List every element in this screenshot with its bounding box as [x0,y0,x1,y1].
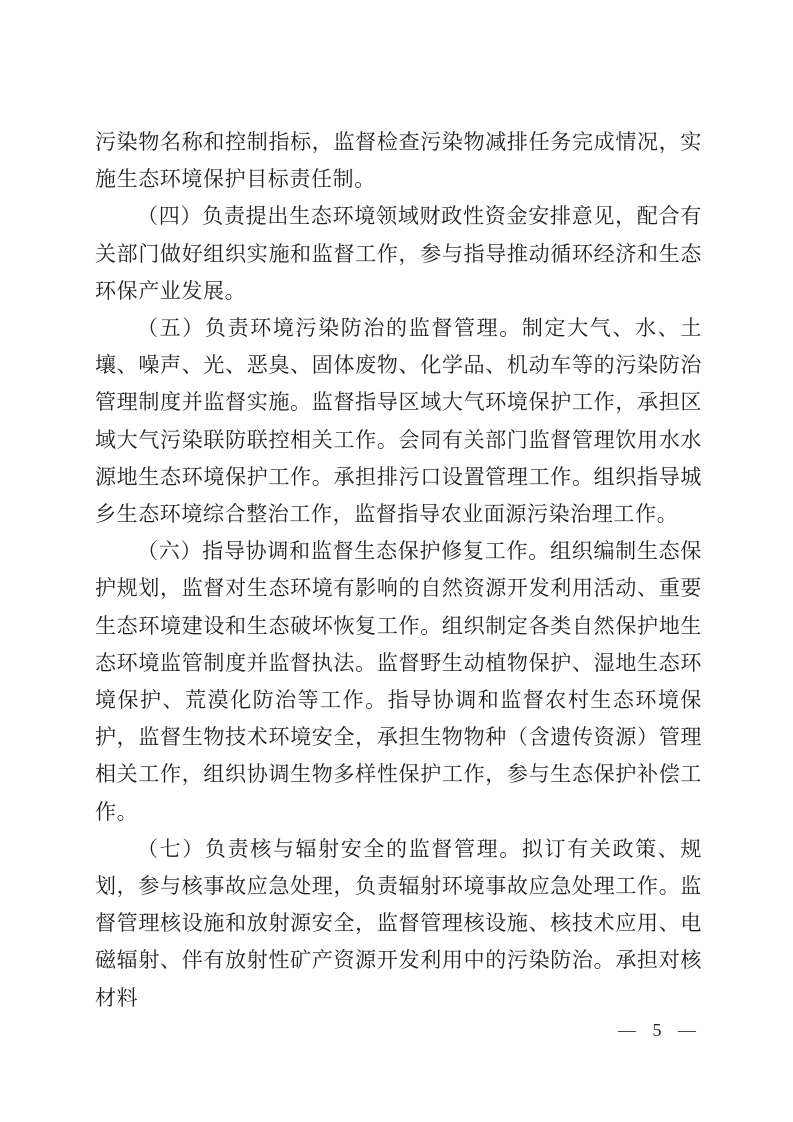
page-footer [618,1020,702,1041]
document-body [95,124,702,1017]
paragraph-item-five: （五）负责环境污染防治的监督管理。制定大气、水、土壤、噪声、光、恶臭、固体废物、化学品、机动车等的污染防治管理制度并监督实施。监督指导区域大气环境保护工作，承担区域大气污染联防联控相关工作。会同有关部门监督管理饮用水水源地生态环境保护工作。承担排污口设置管理工作。组织指导城乡生态环境综合整治工作，监督指导农业面源污染治理工作。 [95,316,702,527]
paragraph-item-six: （六）指导协调和监督生态保护修复工作。组织编制生态保护规划，监督对生态环境有影响的自然资源开发利用活动、重要生态环境建设和生态破坏恢复工作。组织制定各类自然保护地生态环境监管制度并监督执法。监督野生动植物保护、湿地生态环境保护、荒漠化防治等工作。指导协调和监督农村生态环境保护，监督生物技术环境安全，承担生物物种（含遗传资源）管理相关工作，组织协调生物多样性保护工作，参与生态保护补偿工作。 [95,539,702,824]
paragraph-item-seven: （七）负责核与辐射安全的监督管理。拟订有关政策、规划，参与核事故应急处理，负责辐射环境事故应急处理工作。监督管理核设施和放射源安全，监督管理核设施、核技术应用、电磁辐射、伴有放射性矿产资源开发利用中的污染防治。承担对核材料 [95,836,702,1010]
page-number: — 5 — [618,1020,702,1040]
paragraph-continuation: 污染物名称和控制指标，监督检查污染物减排任务完成情况，实施生态环境保护目标责任制。 [95,130,702,192]
paragraph-item-four: （四）负责提出生态环境领域财政性资金安排意见，配合有关部门做好组织实施和监督工作，参与指导推动循环经济和生态环保产业发展。 [95,204,702,303]
